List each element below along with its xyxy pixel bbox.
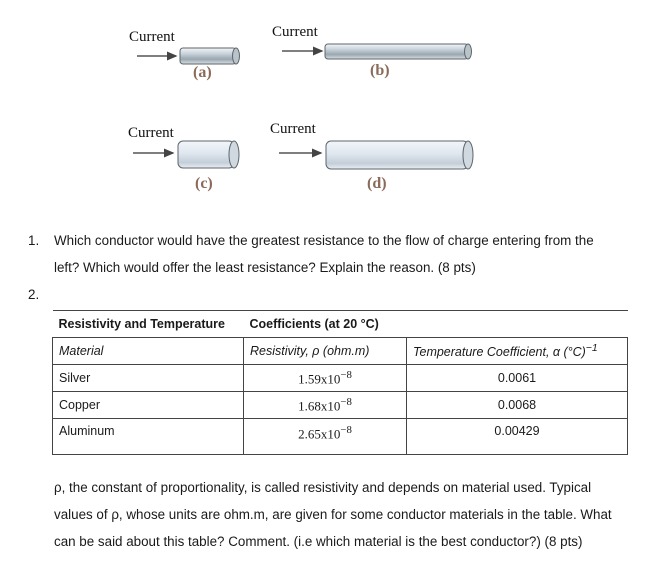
table-row	[53, 365, 628, 392]
figure-label-c: (c)	[195, 175, 213, 192]
current-label-c: Current	[128, 125, 174, 141]
resistivity-paragraph	[54, 474, 644, 555]
figure-label-d: (d)	[367, 175, 387, 192]
resistivity-table	[52, 310, 628, 455]
conductors-figure	[0, 0, 660, 215]
table-title-row	[53, 311, 628, 338]
current-label-d: Current	[270, 121, 316, 137]
conductors-illustration	[0, 0, 660, 215]
table-row	[53, 392, 628, 419]
cell-resistivity: $1.68x10^{-8}$	[244, 392, 407, 419]
paragraph-line-3: can be said about this table? Comment. (i.e which material is the best conductor?) (8 pts)	[54, 534, 583, 549]
table-title-right: Coefficients (at 20 °C)	[244, 311, 407, 338]
figure-label-b: (b)	[370, 62, 390, 79]
question-1-line-2: left? Which would offer the least resistance? Explain the reason. (8 pts)	[54, 260, 476, 275]
cell-resistivity: $1.59x10^{-8}$	[244, 365, 407, 392]
question-2-number: 2.	[28, 287, 40, 302]
current-label-b: Current	[272, 24, 318, 40]
question-1-text	[54, 227, 644, 281]
paragraph-line-1: ρ, the constant of proportionality, is called resistivity and depends on material used. Typical	[54, 480, 592, 495]
header-material: Material	[53, 338, 244, 365]
cell-coefficient: 0.0061	[407, 365, 628, 392]
cell-coefficient: 0.00429	[407, 419, 628, 455]
table-row	[53, 419, 628, 455]
header-resistivity: Resistivity, ρ (ohm.m)	[244, 338, 407, 365]
header-temp-coefficient: Temperature Coefficient, α $(^\circ C)^{-1}$	[407, 338, 628, 365]
table-header-row	[53, 338, 628, 365]
cell-material: Copper	[53, 392, 244, 419]
question-1-number: 1.	[28, 233, 40, 248]
cell-resistivity: $2.65x10^{-8}$	[244, 419, 407, 455]
question-1-line-1: Which conductor would have the greatest resistance to the flow of charge entering from the	[54, 233, 594, 248]
figure-label-a: (a)	[193, 64, 212, 81]
cell-material: Aluminum	[53, 419, 244, 455]
paragraph-line-2: values of ρ, whose units are ohm.m, are given for some conductor materials in the table. What	[54, 507, 612, 522]
table-title-left: Resistivity and Temperature	[53, 311, 244, 338]
current-label-a: Current	[129, 29, 175, 45]
cell-material: Silver	[53, 365, 244, 392]
cell-coefficient: 0.0068	[407, 392, 628, 419]
